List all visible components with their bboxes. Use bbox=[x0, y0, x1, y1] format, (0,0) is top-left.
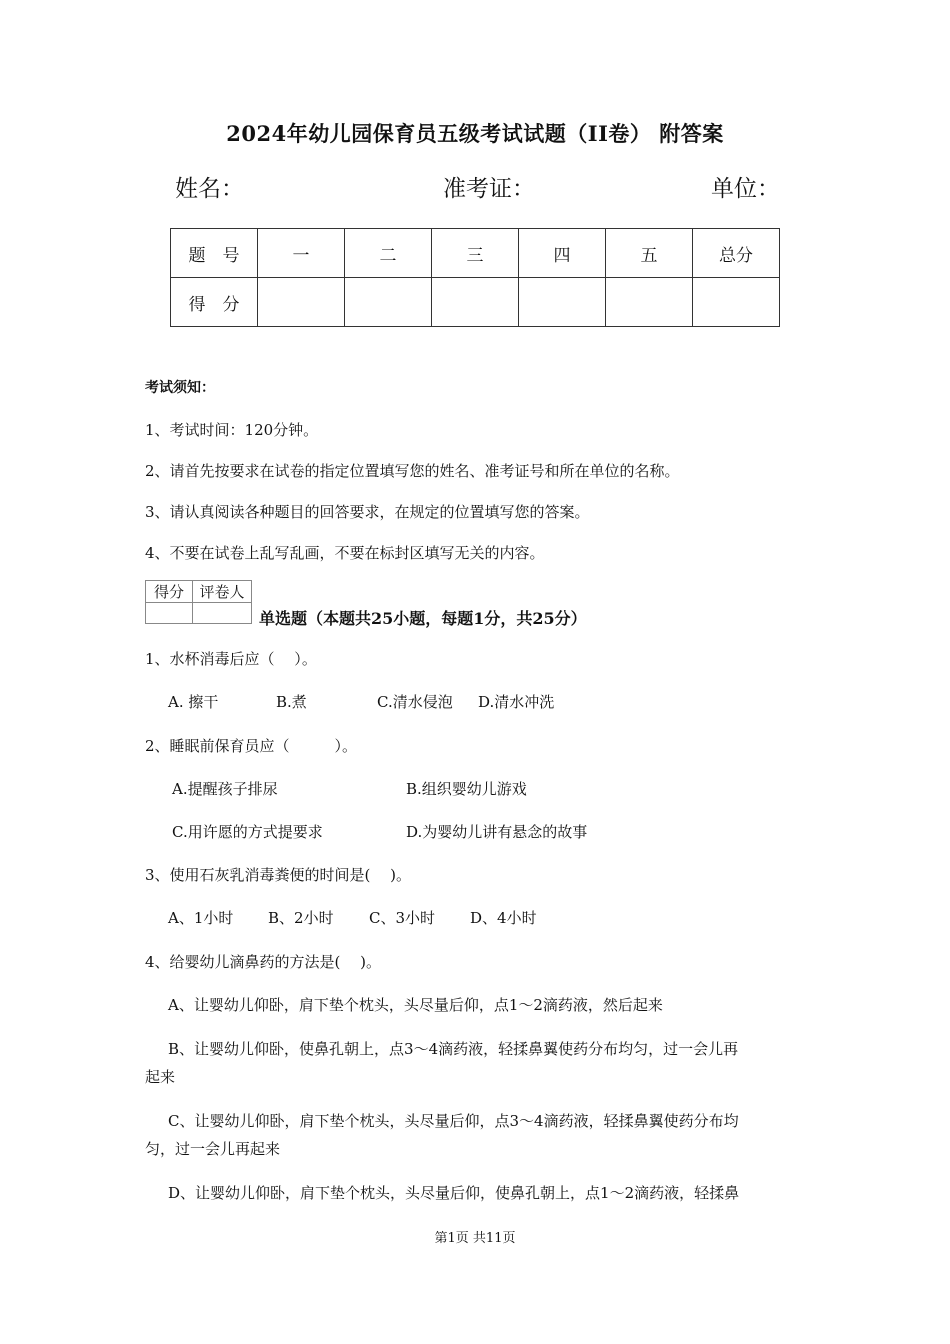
question-option: C、3小时 bbox=[369, 909, 436, 927]
notice-item: 2、请首先按要求在试卷的指定位置填写您的姓名、准考证号和所在单位的名称。 bbox=[145, 462, 680, 480]
question-option: B.煮 bbox=[276, 693, 307, 711]
grader-box bbox=[145, 580, 252, 624]
question-stem: 2、睡眠前保育员应（ ）。 bbox=[145, 737, 358, 755]
score-table-header-cell: 题 号 bbox=[171, 229, 258, 278]
notice-heading: 考试须知： bbox=[145, 380, 215, 396]
score-cell[interactable] bbox=[432, 278, 519, 327]
question-option: D、4小时 bbox=[470, 909, 537, 927]
name-label: 姓名： bbox=[175, 176, 244, 202]
score-table-header-cell: 总分 bbox=[693, 229, 780, 278]
score-table bbox=[170, 228, 780, 327]
question-stem: 4、给婴幼儿滴鼻药的方法是( )。 bbox=[145, 953, 382, 971]
notice-item: 1、考试时间：120分钟。 bbox=[145, 421, 319, 439]
notice-item: 3、请认真阅读各种题目的回答要求，在规定的位置填写您的答案。 bbox=[145, 503, 590, 521]
question-option: A.提醒孩子排尿 bbox=[172, 780, 278, 798]
page-title: 2024年幼儿园保育员五级考试试题（II卷） 附答案 bbox=[226, 121, 724, 146]
score-table-header-cell: 三 bbox=[432, 229, 519, 278]
exam-id-label: 准考证： bbox=[443, 176, 535, 202]
question-option: B.组织婴幼儿游戏 bbox=[406, 780, 527, 798]
grader-box-score-label: 得分 bbox=[146, 581, 193, 603]
score-cell[interactable] bbox=[345, 278, 432, 327]
score-cell[interactable] bbox=[519, 278, 606, 327]
score-table-header-cell: 四 bbox=[519, 229, 606, 278]
score-cell[interactable] bbox=[693, 278, 780, 327]
section-heading: 单选题（本题共25小题，每题1分，共25分） bbox=[259, 609, 587, 628]
score-cell[interactable] bbox=[258, 278, 345, 327]
question-option: D、让婴幼儿仰卧，肩下垫个枕头，头尽量后仰，使鼻孔朝上，点1～2滴药液，轻揉鼻 bbox=[168, 1184, 740, 1202]
question-option: A、1小时 bbox=[168, 909, 234, 927]
question-option-continuation: 匀，过一会儿再起来 bbox=[145, 1140, 281, 1158]
score-table-score-row bbox=[171, 278, 780, 327]
score-row-label: 得 分 bbox=[171, 278, 258, 327]
question-option: C.清水侵泡 bbox=[377, 693, 453, 711]
question-option: A. 擦干 bbox=[168, 693, 219, 711]
question-option: C、让婴幼儿仰卧，肩下垫个枕头，头尽量后仰，点3～4滴药液，轻揉鼻翼使药分布均 bbox=[168, 1112, 739, 1130]
question-option: A、让婴幼儿仰卧，肩下垫个枕头，头尽量后仰，点1～2滴药液，然后起来 bbox=[168, 996, 663, 1014]
grader-box-grader-cell[interactable] bbox=[193, 603, 252, 624]
unit-label: 单位： bbox=[711, 176, 780, 202]
score-table-header-cell: 一 bbox=[258, 229, 345, 278]
question-option: B、让婴幼儿仰卧，使鼻孔朝上，点3～4滴药液，轻揉鼻翼使药分布均匀，过一会儿再 bbox=[168, 1040, 739, 1058]
notice-item: 4、不要在试卷上乱写乱画，不要在标封区填写无关的内容。 bbox=[145, 544, 545, 562]
question-option: C.用许愿的方式提要求 bbox=[172, 823, 323, 841]
grader-box-score-cell[interactable] bbox=[146, 603, 193, 624]
question-option-continuation: 起来 bbox=[145, 1068, 176, 1086]
question-stem: 3、使用石灰乳消毒粪便的时间是( )。 bbox=[145, 866, 412, 884]
question-stem: 1、水杯消毒后应（ ）。 bbox=[145, 650, 317, 668]
score-table-header-cell: 五 bbox=[606, 229, 693, 278]
score-table-header-cell: 二 bbox=[345, 229, 432, 278]
grader-box-grader-label: 评卷人 bbox=[193, 581, 252, 603]
score-table-header-row bbox=[171, 229, 780, 278]
question-option: D.为婴幼儿讲有悬念的故事 bbox=[406, 823, 588, 841]
question-option: D.清水冲洗 bbox=[478, 693, 555, 711]
question-option: B、2小时 bbox=[268, 909, 334, 927]
score-cell[interactable] bbox=[606, 278, 693, 327]
page-footer: 第1页 共11页 bbox=[434, 1231, 516, 1246]
